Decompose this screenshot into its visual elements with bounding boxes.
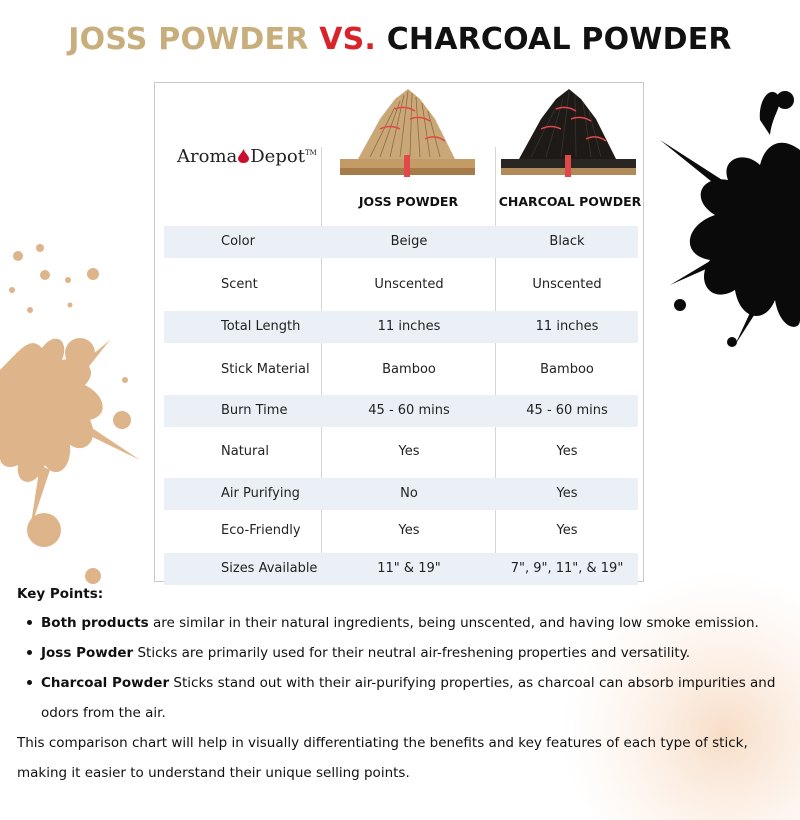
- row-label: Sizes Available: [221, 561, 318, 576]
- blood-drop-icon: [238, 149, 249, 163]
- charcoal-value: 45 - 60 mins: [526, 403, 608, 418]
- charcoal-incense-bundle: [501, 89, 636, 179]
- row-label: Eco-Friendly: [221, 523, 301, 538]
- charcoal-value: 11 inches: [535, 319, 599, 334]
- joss-value: Yes: [398, 444, 420, 459]
- table-row: [164, 269, 638, 301]
- row-label: Natural: [221, 444, 269, 459]
- table-row: [164, 226, 638, 258]
- column-header-joss: JOSS POWDER: [358, 194, 459, 209]
- title-joss-powder: JOSS POWDER: [68, 22, 309, 57]
- key-point-item: [17, 608, 787, 638]
- charcoal-value: 7", 9", 11", & 19": [510, 561, 624, 576]
- key-points-section: [17, 586, 787, 788]
- joss-value: 11" & 19": [377, 561, 441, 576]
- key-point-bold: Joss Powder: [41, 645, 134, 661]
- key-point-text: are similar in their natural ingredients, being unscented, and having low smoke emission.: [148, 615, 759, 631]
- charcoal-value: Yes: [556, 523, 578, 538]
- key-point-bold: Both products: [41, 615, 149, 631]
- joss-value: Unscented: [374, 277, 444, 292]
- key-point-text: Sticks stand out with their air-purifying properties, as charcoal can absorb impurities and odors from the air.: [41, 675, 776, 721]
- table-row: [164, 354, 638, 386]
- charcoal-value: Yes: [556, 486, 578, 501]
- table-row: [164, 478, 638, 510]
- key-points-title: Key Points:: [17, 586, 104, 602]
- row-label: Scent: [221, 277, 258, 292]
- trademark-symbol: TM: [304, 149, 317, 157]
- row-label: Color: [221, 234, 255, 249]
- joss-value: 45 - 60 mins: [368, 403, 450, 418]
- joss-incense-bundle: [340, 89, 475, 179]
- key-point-bold: Charcoal Powder: [41, 675, 170, 691]
- title-vs: VS.: [319, 22, 377, 57]
- table-row: [164, 515, 638, 547]
- charcoal-value: Yes: [556, 444, 578, 459]
- brand-name-right: Depot: [250, 146, 305, 167]
- row-label: Air Purifying: [221, 486, 300, 501]
- column-header-charcoal: CHARCOAL POWDER: [498, 194, 642, 209]
- key-point-item: [17, 668, 787, 728]
- table-row: [164, 553, 638, 585]
- page-title: [0, 22, 800, 57]
- joss-value: Yes: [398, 523, 420, 538]
- black-ink-splash: [660, 80, 800, 350]
- beige-paint-splash: [0, 230, 160, 590]
- table-row: [164, 395, 638, 427]
- summary-paragraph: This comparison chart will help in visually differentiating the benefits and key features of each type of stick, making it easier to understand their unique selling points.: [17, 735, 748, 781]
- charcoal-value: Bamboo: [540, 362, 594, 377]
- charcoal-value: Black: [549, 234, 585, 249]
- key-points-list: [17, 608, 787, 728]
- comparison-table: [154, 82, 644, 582]
- key-point-item: [17, 638, 787, 668]
- key-point-text: Sticks are primarily used for their neutral air-freshening properties and versatility.: [133, 645, 691, 661]
- joss-value: No: [400, 486, 418, 501]
- joss-value: Beige: [390, 234, 428, 249]
- joss-value: Bamboo: [382, 362, 436, 377]
- brand-logo: [177, 146, 317, 167]
- title-charcoal-powder: CHARCOAL POWDER: [386, 22, 732, 57]
- joss-value: 11 inches: [377, 319, 441, 334]
- table-row: [164, 311, 638, 343]
- row-label: Burn Time: [221, 403, 288, 418]
- brand-name-left: Aroma: [177, 146, 238, 167]
- row-label: Stick Material: [221, 362, 310, 377]
- row-label: Total Length: [221, 319, 301, 334]
- table-row: [164, 436, 638, 468]
- charcoal-value: Unscented: [532, 277, 602, 292]
